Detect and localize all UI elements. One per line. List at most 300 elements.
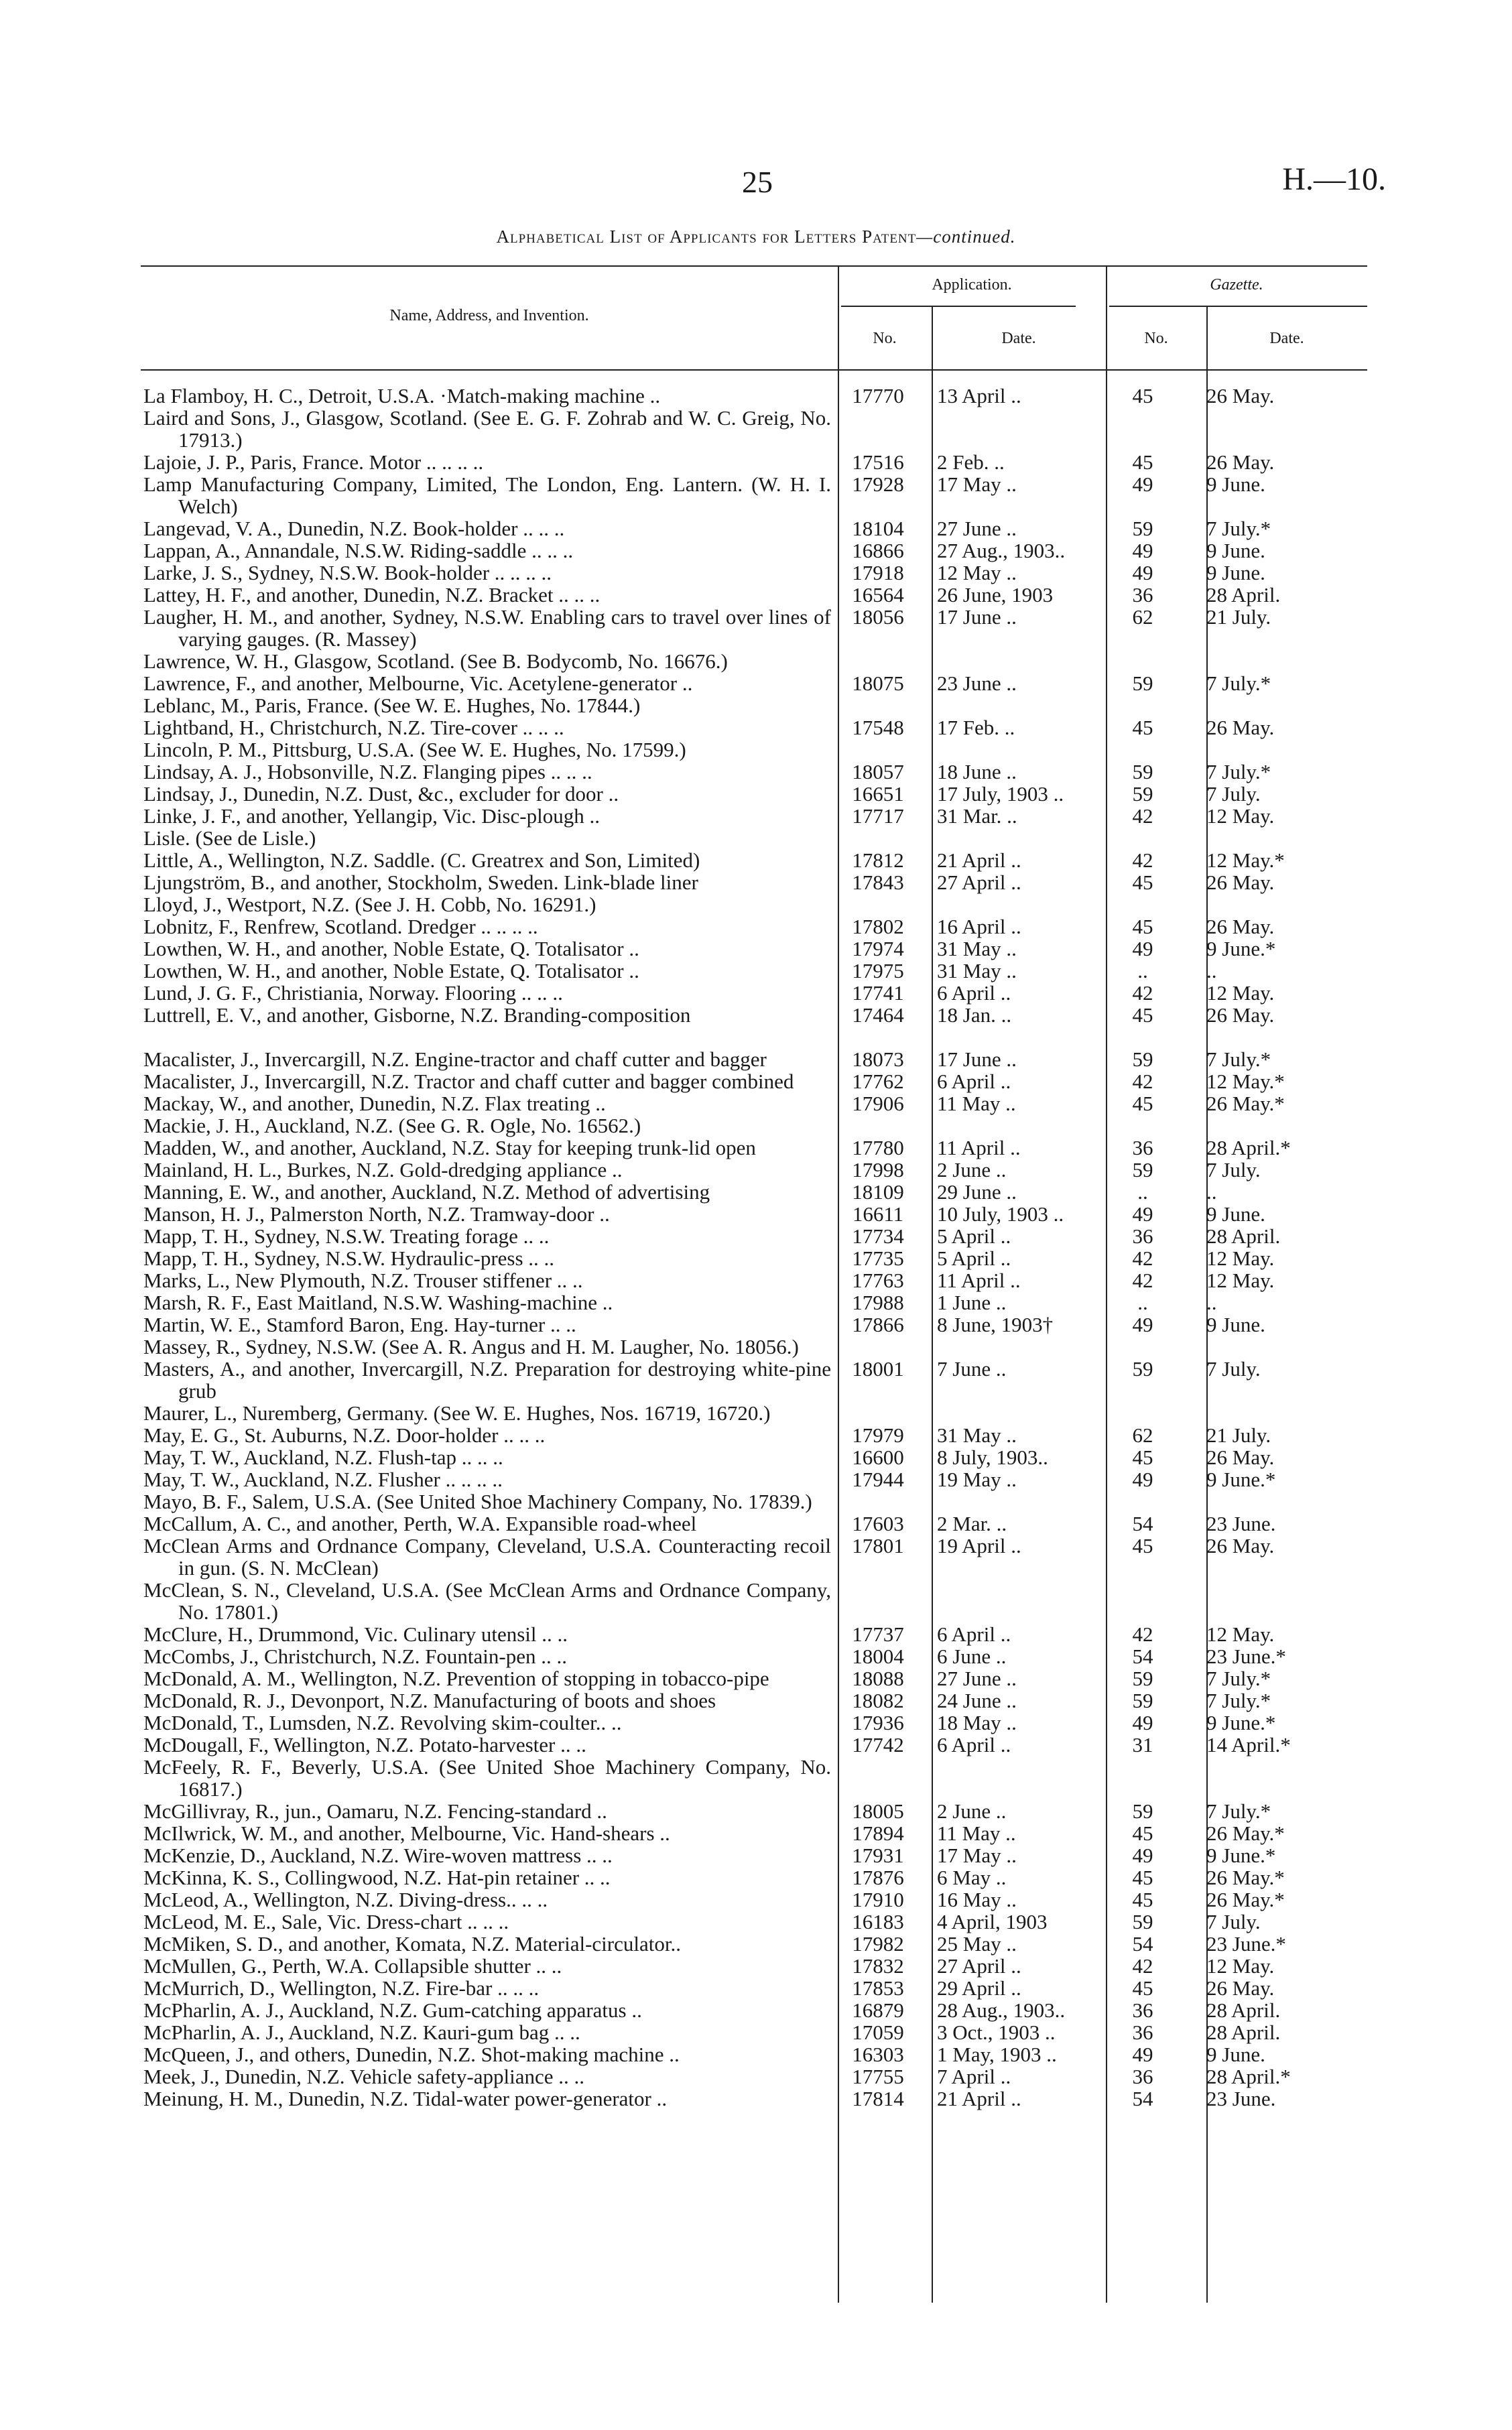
gazette-number: 49 <box>1132 2043 1153 2066</box>
table-row <box>141 1844 1367 1866</box>
gazette-number: 49 <box>1132 1844 1153 1867</box>
applicant-entry-text: McLeod, M. E., Sale, Vic. Dress-chart .. .. .. <box>143 1910 509 1933</box>
application-number: 17918 <box>852 561 904 584</box>
application-date: 25 May .. <box>937 1932 1017 1956</box>
applicant-entry-text: McKenzie, D., Auckland, N.Z. Wire-woven mattress .. .. <box>143 1844 613 1867</box>
gazette-date: 9 June. <box>1206 561 1265 584</box>
applicant-entry-text: McClure, H., Drummond, Vic. Culinary utensil .. .. <box>143 1622 568 1646</box>
application-date: 17 June .. <box>937 1047 1017 1071</box>
gazette-number: 42 <box>1132 981 1153 1005</box>
applicant-entry <box>141 938 831 960</box>
gazette-date: 7 July.* <box>1206 1667 1271 1690</box>
application-date: 4 April, 1903 <box>937 1910 1048 1933</box>
table-row <box>141 1181 1367 1203</box>
table-row <box>141 1004 1367 1026</box>
applicant-entry-text: Madden, W., and another, Auckland, N.Z. Stay for keeping trunk-lid open <box>143 1136 756 1159</box>
table-row <box>141 982 1367 1004</box>
applicant-entry-text: McCallum, A. C., and another, Perth, W.A. Expansible road-wheel <box>143 1512 697 1535</box>
applicant-entry-text: Lajoie, J. P., Paris, France. Motor .. .. .. .. <box>143 450 484 474</box>
gazette-date: 7 July.* <box>1206 760 1271 783</box>
application-number: 16600 <box>852 1446 904 1469</box>
gazette-number: 49 <box>1132 1202 1153 1226</box>
gazette-number: 42 <box>1132 1246 1153 1270</box>
applicant-entry-text: Mapp, T. H., Sydney, N.S.W. Treating forage .. .. <box>143 1224 550 1248</box>
application-date: 17 July, 1903 .. <box>937 782 1064 806</box>
applicant-entry-text: La Flamboy, H. C., Detroit, U.S.A. ·Match-making machine .. <box>143 384 661 407</box>
applicant-entry-text: Mackie, J. H., Auckland, N.Z. (See G. R. Ogle, No. 16562.) <box>143 1114 641 1137</box>
gazette-date: 9 June. <box>1206 2043 1265 2066</box>
gazette-date: 14 April.* <box>1206 1733 1291 1756</box>
applicant-entry-text: Lightband, H., Christchurch, N.Z. Tire-cover .. .. .. <box>143 716 564 739</box>
application-date: 31 May .. <box>937 959 1017 982</box>
gazette-number: .. <box>1137 1180 1148 1204</box>
application-number: 17931 <box>852 1844 904 1867</box>
gazette-date: 12 May. <box>1206 1246 1275 1270</box>
applicant-entry-text: Mainland, H. L., Burkes, N.Z. Gold-dredging appliance .. <box>143 1158 623 1181</box>
gazette-date: 7 July. <box>1206 1158 1261 1181</box>
applicant-entry <box>141 606 831 650</box>
application-number: 18104 <box>852 517 904 540</box>
applicant-entry-text: Massey, R., Sydney, N.S.W. (See A. R. Angus and H. M. Laugher, No. 18056.) <box>143 1335 799 1358</box>
table-row <box>141 915 1367 938</box>
application-number: 17866 <box>852 1313 904 1336</box>
gazette-number: 45 <box>1132 450 1153 474</box>
gazette-date: 26 May. <box>1206 871 1275 894</box>
application-date: 6 April .. <box>937 981 1011 1005</box>
applicant-entry-text: Lisle. (See de Lisle.) <box>143 826 316 850</box>
applicant-entry-text: Meek, J., Dunedin, N.Z. Vehicle safety-appliance .. .. <box>143 2065 584 2088</box>
application-date: 29 April .. <box>937 1976 1021 2000</box>
applicant-entry <box>141 2021 831 2043</box>
application-date: 6 April .. <box>937 1070 1011 1093</box>
table-row <box>141 739 1367 761</box>
application-number: 17832 <box>852 1954 904 1978</box>
applicant-entry-text: Leblanc, M., Paris, France. (See W. E. Hughes, No. 17844.) <box>143 694 641 717</box>
application-number: 16183 <box>852 1910 904 1933</box>
page-heading: Alphabetical List of Applicants for Letters Patent—continued. <box>496 227 1016 247</box>
application-date: 26 June, 1903 <box>937 583 1054 606</box>
page-number: 25 <box>742 165 773 199</box>
applicant-entry <box>141 1734 831 1756</box>
applicant-entry-text: McFeely, R. F., Beverly, U.S.A. (See United Shoe Machinery Company, No. 16817.) <box>143 1755 831 1801</box>
application-sub-rule <box>841 306 1076 307</box>
application-date: 10 July, 1903 .. <box>937 1202 1064 1226</box>
table-row <box>141 2088 1367 2110</box>
applicant-entry <box>141 805 831 827</box>
application-number: 16611 <box>852 1202 904 1226</box>
application-number: 17814 <box>852 2087 904 2110</box>
gazette-date: 26 May. <box>1206 716 1275 739</box>
gazette-number: 42 <box>1132 848 1153 872</box>
application-number: 17603 <box>852 1512 904 1535</box>
gazette-number: 45 <box>1132 915 1153 938</box>
applicant-entry <box>141 385 831 407</box>
application-date: 11 April .. <box>937 1269 1021 1292</box>
applicant-entry <box>141 1689 831 1712</box>
application-number: 17801 <box>852 1534 904 1557</box>
applicant-entry-text: Lattey, H. F., and another, Dunedin, N.Z. Bracket .. .. .. <box>143 583 601 606</box>
application-number: 18109 <box>852 1180 904 1204</box>
applicant-entry-text: May, E. G., St. Auburns, N.Z. Door-holder .. .. .. <box>143 1423 546 1447</box>
application-date: 5 April .. <box>937 1224 1011 1248</box>
application-number: 16564 <box>852 583 904 606</box>
applicant-entry-text: Lawrence, F., and another, Melbourne, Vic. Acetylene-generator .. <box>143 672 693 695</box>
gazette-number: 45 <box>1132 1003 1153 1027</box>
applicant-entry <box>141 694 831 716</box>
application-date: 5 April .. <box>937 1246 1011 1270</box>
applicant-entry-text: McMiken, S. D., and another, Komata, N.Z. Material-circulator.. <box>143 1932 681 1956</box>
applicant-entry-text: Lowthen, W. H., and another, Noble Estate, Q. Totalisator .. <box>143 959 639 982</box>
table-row <box>141 1247 1367 1269</box>
gazette-number: 59 <box>1132 782 1153 806</box>
application-number: 17717 <box>852 804 904 828</box>
applicant-entry <box>141 1402 831 1424</box>
gazette-number: 59 <box>1132 1799 1153 1823</box>
applicant-entry <box>141 1822 831 1844</box>
gazette-number: 45 <box>1132 1821 1153 1845</box>
applicant-entry-text: Lawrence, W. H., Glasgow, Scotland. (See B. Bodycomb, No. 16676.) <box>143 649 728 673</box>
application-number: 17737 <box>852 1622 904 1646</box>
application-date: 17 May .. <box>937 1844 1017 1867</box>
applicant-entry-text: Larke, J. S., Sydney, N.S.W. Book-holder .. .. .. .. <box>143 561 552 584</box>
gazette-number: 42 <box>1132 1070 1153 1093</box>
applicant-entry <box>141 407 831 451</box>
application-date: 27 Aug., 1903.. <box>937 539 1066 562</box>
gazette-date: 28 April. <box>1206 1224 1281 1248</box>
application-date: 31 May .. <box>937 937 1017 960</box>
applicant-entry-text: Mackay, W., and another, Dunedin, N.Z. Flax treating .. <box>143 1092 606 1115</box>
table-body <box>141 385 1367 2110</box>
gazette-date: 23 June.* <box>1206 1645 1286 1668</box>
gazette-number: 45 <box>1132 1866 1153 1889</box>
gazette-date: 28 April. <box>1206 2021 1281 2044</box>
application-number: 17735 <box>852 1246 904 1270</box>
application-number: 17894 <box>852 1821 904 1845</box>
application-date: 8 July, 1903.. <box>937 1446 1048 1469</box>
application-date: 7 June .. <box>937 1357 1007 1381</box>
applicant-entry <box>141 1004 831 1026</box>
gazette-number: .. <box>1137 1291 1148 1314</box>
applicant-entry-text: Maurer, L., Nuremberg, Germany. (See W. E. Hughes, Nos. 16719, 16720.) <box>143 1401 771 1425</box>
applicant-entry <box>141 716 831 739</box>
gazette-date: 23 June. <box>1206 1512 1276 1535</box>
applicant-entry <box>141 1866 831 1889</box>
gazette-date: 28 April. <box>1206 583 1281 606</box>
application-number: 18005 <box>852 1799 904 1823</box>
gazette-date: 26 May. <box>1206 384 1275 407</box>
table-row <box>141 2065 1367 2088</box>
gazette-date: 12 May. <box>1206 1954 1275 1978</box>
gazette-no-header: No. <box>1144 330 1168 347</box>
applicant-entry <box>141 1247 831 1269</box>
application-number: 17944 <box>852 1468 904 1491</box>
application-number: 18075 <box>852 672 904 695</box>
application-date: 27 June .. <box>937 517 1017 540</box>
table-row <box>141 1446 1367 1468</box>
gazette-number: 36 <box>1132 583 1153 606</box>
application-column-header: Application. <box>932 276 1012 294</box>
table-row <box>141 1689 1367 1712</box>
application-date: 16 April .. <box>937 915 1021 938</box>
application-date: 27 April .. <box>937 871 1021 894</box>
applicant-entry <box>141 761 831 783</box>
application-date: 6 May .. <box>937 1866 1007 1889</box>
gazette-date: 7 July.* <box>1206 1047 1271 1071</box>
applicant-entry <box>141 1535 831 1579</box>
gazette-date: 12 May.* <box>1206 848 1285 872</box>
application-date: 29 June .. <box>937 1180 1017 1204</box>
application-date: 2 Feb. .. <box>937 450 1005 474</box>
applicant-entry-text: Lindsay, A. J., Hobsonville, N.Z. Flanging pipes .. .. .. <box>143 760 592 783</box>
applicant-entry <box>141 1114 831 1137</box>
gazette-date: 7 July.* <box>1206 517 1271 540</box>
application-date: 19 April .. <box>937 1534 1021 1557</box>
applicant-entry <box>141 1756 831 1800</box>
table-row <box>141 938 1367 960</box>
applicant-entry <box>141 1070 831 1092</box>
application-date: 31 May .. <box>937 1423 1017 1447</box>
group-spacer <box>141 1026 1367 1048</box>
application-number: 17982 <box>852 1932 904 1956</box>
gazette-number: 45 <box>1132 871 1153 894</box>
application-number: 18073 <box>852 1047 904 1071</box>
application-date: 11 May .. <box>937 1092 1016 1115</box>
applicant-entry <box>141 1137 831 1159</box>
applicant-entry-text: McClean Arms and Ordnance Company, Cleveland, U.S.A. Counteracting recoil in gun. (S. N. McClean) <box>143 1534 831 1580</box>
gazette-date: 23 June.* <box>1206 1932 1286 1956</box>
gazette-date: 26 May. <box>1206 1446 1275 1469</box>
application-date: 17 June .. <box>937 605 1017 629</box>
table-row <box>141 1513 1367 1535</box>
table-row <box>141 407 1367 451</box>
applicant-entry <box>141 1977 831 1999</box>
applicant-entry-text: McGillivray, R., jun., Oamaru, N.Z. Fencing-standard .. <box>143 1799 607 1823</box>
gazette-date: 9 June.* <box>1206 937 1276 960</box>
applicant-entry <box>141 960 831 982</box>
gazette-date: 28 April.* <box>1206 2065 1291 2088</box>
applicant-entry <box>141 451 831 473</box>
application-number: 17974 <box>852 937 904 960</box>
applicant-entry-text: McCombs, J., Christchurch, N.Z. Fountain-pen .. .. <box>143 1645 568 1668</box>
gazette-number: 54 <box>1132 2087 1153 2110</box>
applicant-entry <box>141 1291 831 1314</box>
table-row <box>141 1092 1367 1114</box>
applicant-entry <box>141 2088 831 2110</box>
applicant-entry <box>141 1513 831 1535</box>
gazette-date: 9 June. <box>1206 472 1265 496</box>
gazette-number: 59 <box>1132 1047 1153 1071</box>
application-number: 17936 <box>852 1711 904 1734</box>
table-row <box>141 1114 1367 1137</box>
applicant-entry <box>141 1181 831 1203</box>
table-row <box>141 1933 1367 1955</box>
applicant-entry-text: McQueen, J., and others, Dunedin, N.Z. Shot-making machine .. <box>143 2043 680 2066</box>
table-row <box>141 517 1367 539</box>
applicant-entry <box>141 783 831 805</box>
applicant-entry-text: Lincoln, P. M., Pittsburg, U.S.A. (See W. E. Hughes, No. 17599.) <box>143 738 686 761</box>
table-row <box>141 1712 1367 1734</box>
gazette-number: 54 <box>1132 1932 1153 1956</box>
applicant-entry <box>141 2065 831 2088</box>
application-number: 17780 <box>852 1136 904 1159</box>
gazette-number: 36 <box>1132 2065 1153 2088</box>
gazette-date: 7 July.* <box>1206 672 1271 695</box>
application-date: 17 Feb. .. <box>937 716 1015 739</box>
applicant-entry-text: Martin, W. E., Stamford Baron, Eng. Hay-turner .. .. <box>143 1313 576 1336</box>
applicant-entry <box>141 517 831 539</box>
gazette-number: 59 <box>1132 760 1153 783</box>
gazette-date: 9 June.* <box>1206 1844 1276 1867</box>
header-bottom-rule <box>141 369 1367 371</box>
table-row <box>141 1623 1367 1645</box>
applicant-entry-text: Lappan, A., Annandale, N.S.W. Riding-saddle .. .. .. <box>143 539 574 562</box>
applicant-entry-text: Lamp Manufacturing Company, Limited, The London, Eng. Lantern. (W. H. I. Welch) <box>143 472 831 518</box>
table-row <box>141 1468 1367 1490</box>
applicant-entry-text: Laird and Sons, J., Glasgow, Scotland. (See E. G. F. Zohrab and W. C. Greig, No. 17913.) <box>143 406 831 452</box>
table-row <box>141 1402 1367 1424</box>
gazette-number: 45 <box>1132 1534 1153 1557</box>
table-row <box>141 385 1367 407</box>
table-row <box>141 1911 1367 1933</box>
applicant-entry <box>141 650 831 672</box>
application-number: 17548 <box>852 716 904 739</box>
applicant-entry-text: McDonald, R. J., Devonport, N.Z. Manufacturing of boots and shoes <box>143 1689 716 1712</box>
applicant-entry-text: Lowthen, W. H., and another, Noble Estate, Q. Totalisator .. <box>143 937 639 960</box>
gazette-number: 49 <box>1132 539 1153 562</box>
application-number: 17802 <box>852 915 904 938</box>
application-number: 17843 <box>852 871 904 894</box>
applicant-entry-text: Laugher, H. M., and another, Sydney, N.S.W. Enabling cars to travel over lines of varying gauges. (R. Massey) <box>143 605 831 651</box>
table-row <box>141 1070 1367 1092</box>
gazette-date: 7 July. <box>1206 782 1261 806</box>
applicant-entry <box>141 1667 831 1689</box>
applicant-entry <box>141 849 831 871</box>
gazette-number: 59 <box>1132 1667 1153 1690</box>
gazette-date: 26 May. <box>1206 1003 1275 1027</box>
gazette-number: 49 <box>1132 561 1153 584</box>
gazette-date: 21 July. <box>1206 1423 1271 1447</box>
application-number: 17762 <box>852 1070 904 1093</box>
applicant-entry-text: Manning, E. W., and another, Auckland, N.Z. Method of advertising <box>143 1180 710 1204</box>
gazette-date-header: Date. <box>1269 330 1304 347</box>
gazette-date: 12 May.* <box>1206 1070 1285 1093</box>
application-date: 6 June .. <box>937 1645 1007 1668</box>
gazette-number: 62 <box>1132 1423 1153 1447</box>
gazette-number: 54 <box>1132 1512 1153 1535</box>
table-row <box>141 1645 1367 1667</box>
applicant-entry <box>141 1490 831 1513</box>
applicant-entry-text: McPharlin, A. J., Auckland, N.Z. Kauri-gum bag .. .. <box>143 2021 580 2044</box>
table-row <box>141 1866 1367 1889</box>
gazette-number: 45 <box>1132 1976 1153 2000</box>
table-row <box>141 960 1367 982</box>
application-number: 18082 <box>852 1689 904 1712</box>
applicant-entry-text: Lloyd, J., Westport, N.Z. (See J. H. Cobb, No. 16291.) <box>143 893 596 916</box>
gazette-date: 9 June. <box>1206 1202 1265 1226</box>
applicant-entry <box>141 584 831 606</box>
applicant-entry <box>141 1712 831 1734</box>
gazette-date: 7 July.* <box>1206 1799 1271 1823</box>
gazette-date: 7 July. <box>1206 1910 1261 1933</box>
application-number: 17979 <box>852 1423 904 1447</box>
application-date: 24 June .. <box>937 1689 1017 1712</box>
gazette-date: 9 June. <box>1206 1313 1265 1336</box>
table-row <box>141 1756 1367 1800</box>
applicant-entry-text: McLeod, A., Wellington, N.Z. Diving-dress.. .. .. <box>143 1888 548 1911</box>
gazette-date: 26 May.* <box>1206 1888 1285 1911</box>
application-number: 18004 <box>852 1645 904 1668</box>
applicant-entry-text: McClean, S. N., Cleveland, U.S.A. (See McClean Arms and Ordnance Company, No. 17801.) <box>143 1578 831 1624</box>
gazette-date: 26 May. <box>1206 1534 1275 1557</box>
application-number: 17763 <box>852 1269 904 1292</box>
applicant-entry-text: Macalister, J., Invercargill, N.Z. Tractor and chaff cutter and bagger combined <box>143 1070 794 1093</box>
table-row <box>141 805 1367 827</box>
table-row <box>141 672 1367 694</box>
applicant-entry <box>141 1269 831 1291</box>
table-row <box>141 584 1367 606</box>
table-row <box>141 1314 1367 1336</box>
application-number: 16879 <box>852 1998 904 2022</box>
application-number: 17998 <box>852 1158 904 1181</box>
gazette-number: 49 <box>1132 1711 1153 1734</box>
applicant-entry <box>141 1424 831 1446</box>
application-number: 18056 <box>852 605 904 629</box>
table-row <box>141 650 1367 672</box>
application-date: 16 May .. <box>937 1888 1017 1911</box>
gazette-number: 59 <box>1132 1910 1153 1933</box>
gazette-date: 12 May. <box>1206 1622 1275 1646</box>
applicant-entry <box>141 1911 831 1933</box>
table-row <box>141 1137 1367 1159</box>
application-date: 12 May .. <box>937 561 1017 584</box>
applicant-entry-text: Linke, J. F., and another, Yellangip, Vic. Disc-plough .. <box>143 804 600 828</box>
gazette-number: 45 <box>1132 1092 1153 1115</box>
application-number: 17906 <box>852 1092 904 1115</box>
gazette-number: 36 <box>1132 2021 1153 2044</box>
table-row <box>141 827 1367 849</box>
table-row <box>141 1291 1367 1314</box>
table-row <box>141 562 1367 584</box>
gazette-number: 45 <box>1132 716 1153 739</box>
applicant-entry <box>141 1579 831 1623</box>
application-date: 31 Mar. .. <box>937 804 1017 828</box>
table-row <box>141 1048 1367 1070</box>
applicant-entry <box>141 2043 831 2065</box>
applicant-entry <box>141 539 831 562</box>
table-row <box>141 1336 1367 1358</box>
applicant-entry-text: Little, A., Wellington, N.Z. Saddle. (C. Greatrex and Son, Limited) <box>143 848 700 872</box>
table-row <box>141 1977 1367 1999</box>
application-date: 19 May .. <box>937 1468 1017 1491</box>
table-row <box>141 1999 1367 2021</box>
application-date: 6 April .. <box>937 1622 1011 1646</box>
applicant-entry-text: McMurrich, D., Wellington, N.Z. Fire-bar .. .. .. <box>143 1976 540 2000</box>
table-row <box>141 473 1367 517</box>
application-number: 16866 <box>852 539 904 562</box>
applicant-entry-text: Masters, A., and another, Invercargill, N.Z. Preparation for destroying white-pine grub <box>143 1357 831 1403</box>
applicant-entry <box>141 1203 831 1225</box>
application-date: 3 Oct., 1903 .. <box>937 2021 1056 2044</box>
gazette-number: 59 <box>1132 1689 1153 1712</box>
application-number: 18057 <box>852 760 904 783</box>
gazette-date: 28 April.* <box>1206 1136 1291 1159</box>
applicant-entry-text: McMullen, G., Perth, W.A. Collapsible shutter .. .. <box>143 1954 562 1978</box>
application-number: 18001 <box>852 1357 904 1381</box>
gazette-date: 7 July.* <box>1206 1689 1271 1712</box>
application-date: 2 June .. <box>937 1158 1007 1181</box>
table-top-rule <box>141 265 1367 267</box>
application-number: 17059 <box>852 2021 904 2044</box>
